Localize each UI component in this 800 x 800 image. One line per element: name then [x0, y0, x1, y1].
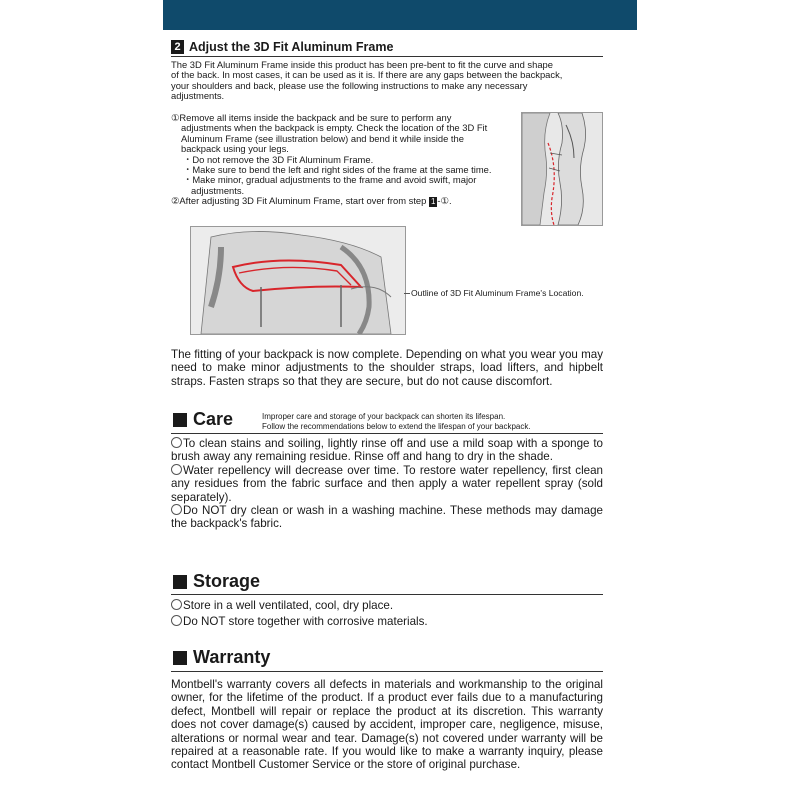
- care-note: [262, 412, 531, 431]
- care-item: [171, 437, 603, 464]
- storage-divider: [171, 594, 603, 595]
- care-title: Care: [193, 409, 234, 429]
- back-fit-illustration: [521, 112, 603, 226]
- section-number: 2: [171, 40, 184, 54]
- warranty-title: Warranty: [193, 647, 271, 667]
- header-bar: [163, 0, 637, 30]
- step-2-line: [171, 196, 511, 207]
- care-divider: [171, 433, 603, 434]
- care-item-text: To clean stains and soiling, lightly rinse off and use a mild soap with a sponge to brush away any remaining residue. Rinse off and hang to dry in the shade.: [171, 437, 603, 464]
- section-2-intro: [171, 60, 603, 102]
- heading-square-icon: [173, 651, 187, 665]
- storage-list: [171, 599, 603, 629]
- caution-bullet: adjustments.: [191, 184, 245, 196]
- step-1-line: adjustments when the backpack is empty. Check the location of the 3D Fit: [181, 122, 488, 134]
- callout-leader-line: [404, 293, 410, 294]
- heading-square-icon: [173, 575, 187, 589]
- heading-square-icon: [173, 413, 187, 427]
- care-list: [171, 437, 603, 531]
- manual-page: [163, 0, 637, 800]
- care-note-line: Follow the recommendations below to extend the lifespan of your backpack.: [262, 421, 531, 431]
- caution-bullet: ・Make minor, gradual adjustments to the frame and avoid swift, major: [183, 174, 477, 186]
- intro-line: adjustments.: [171, 90, 225, 102]
- care-note-line: Improper care and storage of your backpack can shorten its lifespan.: [262, 412, 506, 421]
- storage-heading: [173, 571, 260, 592]
- section-2-title: Adjust the 3D Fit Aluminum Frame: [189, 40, 394, 54]
- step-1-line: backpack using your legs.: [181, 143, 289, 155]
- circle-bullet-icon: [171, 437, 182, 448]
- section-2-divider: [171, 56, 603, 57]
- intro-line: of the back. In most cases, it can be used as it is. If there are any gaps between the backpack,: [171, 69, 563, 81]
- warranty-divider: [171, 671, 603, 672]
- warranty-heading: [173, 647, 270, 668]
- circle-bullet-icon: [171, 464, 182, 475]
- intro-line: your shoulders and back, please use the following instructions to make any necessary: [171, 79, 528, 91]
- storage-title: Storage: [193, 571, 261, 591]
- care-item-text: Water repellency will decrease over time. To restore water repellency, first clean any residues from the fabric surface and then apply a water repellent spray (sold separately).: [171, 463, 603, 504]
- adjust-steps: [171, 113, 511, 207]
- frame-location-illustration: [190, 226, 406, 335]
- storage-item: [171, 599, 603, 612]
- step-2-suffix: -①.: [437, 195, 452, 207]
- step-2-text: ②After adjusting 3D Fit Aluminum Frame, start over from step: [171, 195, 429, 207]
- step-1-line: Aluminum Frame (see illustration below) and bend it while inside the: [181, 132, 464, 144]
- storage-item-text: Store in a well ventilated, cool, dry place.: [183, 599, 394, 612]
- circle-bullet-icon: [171, 504, 182, 515]
- frame-callout-label: Outline of 3D Fit Aluminum Frame's Location.: [411, 288, 584, 298]
- section-2-heading: [171, 40, 393, 54]
- care-item: [171, 464, 603, 504]
- warranty-text: Montbell's warranty covers all defects in materials and workmanship to the original owner, for the lifetime of the product. If a product ever fails due to a manufacturing defect, Montbell will repair or replace the product at its discretion. This warranty does not cover damage(s) caused by accident, improper care, negligence, misuse, alterations or normal wear and tear. Damage(s) not covered under warranty will be repaired at a reasonable rate. If you would like to make a warranty inquiry, please contact Montbell Customer Service or the store of original purchase.: [171, 678, 603, 772]
- caution-bullet: ・Do not remove the 3D Fit Aluminum Frame.: [183, 153, 374, 165]
- care-heading: [173, 409, 233, 430]
- care-item: [171, 504, 603, 531]
- step-1-line: ①Remove all items inside the backpack and be sure to perform any: [171, 112, 452, 123]
- storage-item: [171, 615, 603, 628]
- fitting-complete-text: The fitting of your backpack is now complete. Depending on what you wear you may need to make minor adjustments to the shoulder straps, load lifters, and hipbelt straps. Fasten straps so that they are secure, but do not cause discomfort.: [171, 348, 603, 388]
- intro-line: The 3D Fit Aluminum Frame inside this product has been pre-bent to fit the curve and shape: [171, 59, 553, 70]
- step-reference-box: 1: [430, 197, 436, 207]
- caution-bullet: ・Make sure to bend the left and right sides of the frame at the same time.: [183, 164, 492, 176]
- circle-bullet-icon: [171, 599, 182, 610]
- storage-item-text: Do NOT store together with corrosive materials.: [183, 615, 428, 629]
- care-item-text: Do NOT dry clean or wash in a washing machine. These methods may damage the backpack's fabric.: [171, 504, 603, 531]
- circle-bullet-icon: [171, 615, 182, 626]
